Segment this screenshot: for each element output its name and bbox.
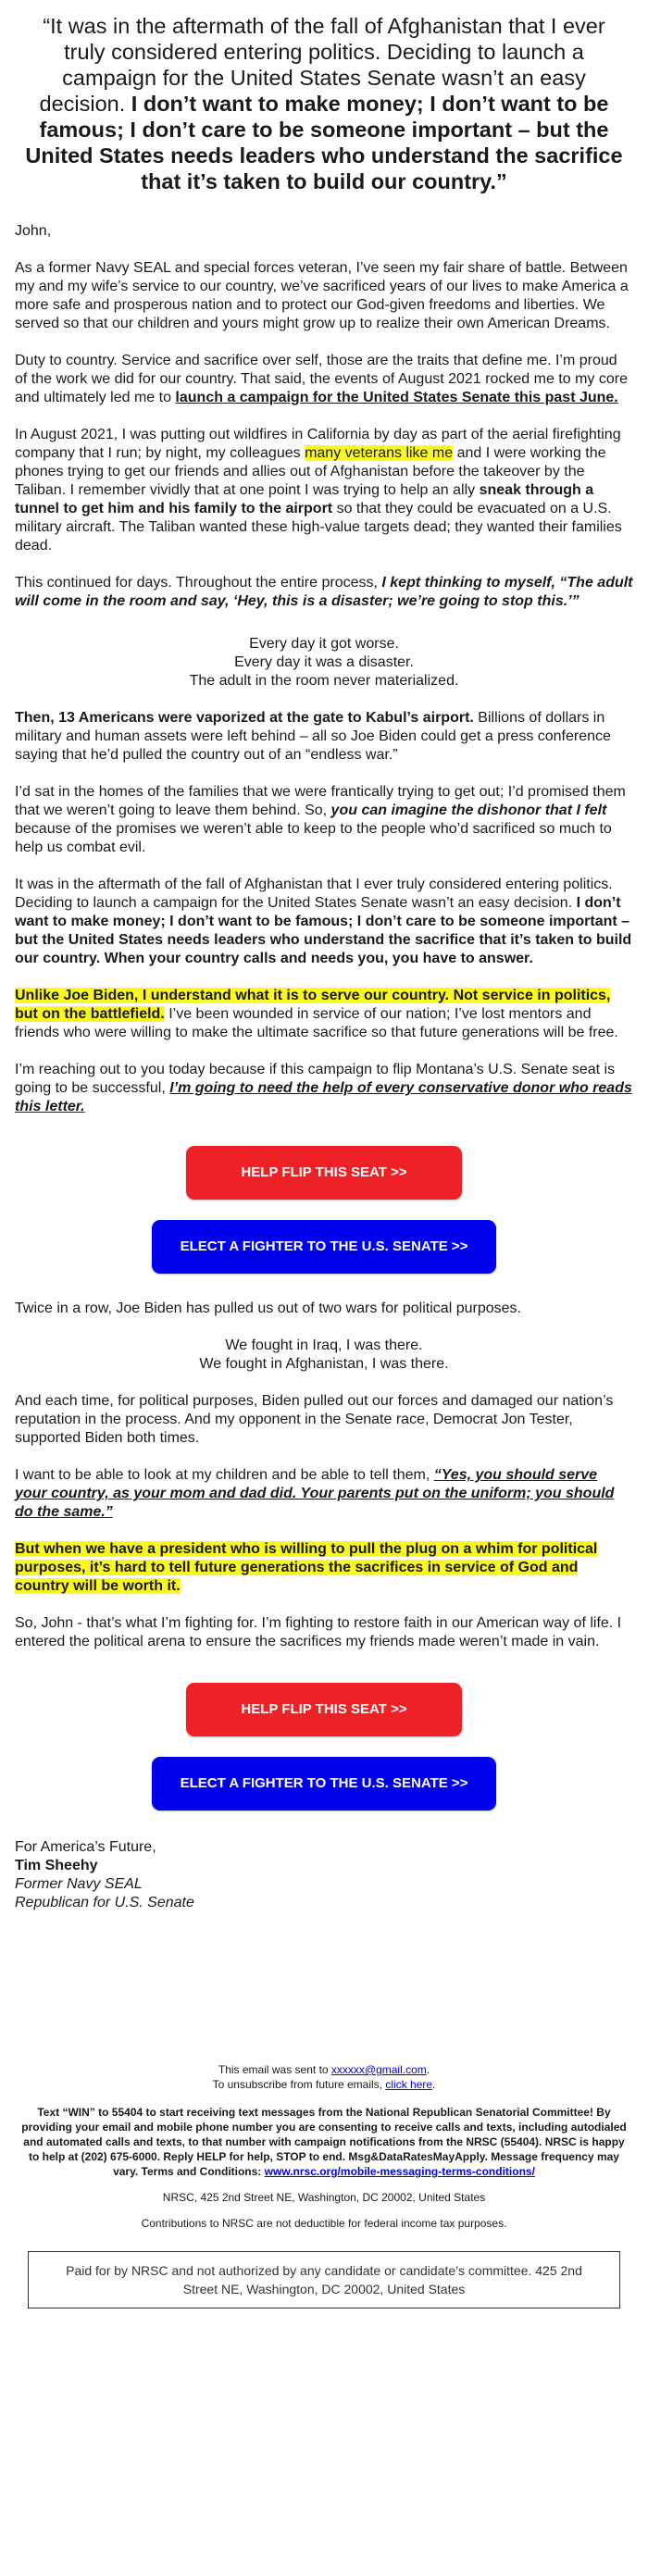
footer <box>15 2062 633 2231</box>
email-page <box>0 13 648 2576</box>
highlight-president: But when we have a president who is willing to pull the plug on a whim for political purposes, it’s hard to tell future generations the sacrifices in service of God and country will be worth it. <box>15 1541 598 1594</box>
centered-line: We fought in Iraq, I was there. <box>225 1338 423 1353</box>
elect-fighter-button[interactable]: ELECT A FIGHTER TO THE U.S. SENATE >> <box>152 1220 496 1274</box>
paragraph-3-text-b: and I were working the phones trying to get our friends and allies out of Afghanistan before the takeover by the Taliban. I remember vividly that at one point I was trying to help an ally <box>15 445 606 498</box>
centered-line: Every day it was a disaster. <box>234 654 414 670</box>
paragraph-13 <box>15 1540 633 1596</box>
footer-unsub-suffix: . <box>432 2078 436 2091</box>
help-flip-seat-button[interactable]: HELP FLIP THIS SEAT >> <box>186 1146 462 1200</box>
paragraph-6-text-a: I’d sat in the homes of the families that we were frantically trying to get out; I’d promised them that we weren’t going to leave them behind. So, <box>15 784 626 818</box>
paragraph-8-text: I’ve been wounded in service of our nation; I’ve lost mentors and friends who were willing to make the ultimate sacrifice so that future generations will be free. <box>15 1006 618 1040</box>
centered-block-1 <box>15 635 633 691</box>
paragraph-3-text-c: so that they could be evacuated on a U.S. military aircraft. The Taliban wanted these high-value targets dead; they wanted their families dead. <box>15 501 622 554</box>
highlight-battlefield: Unlike Joe Biden, I understand what it is to serve our country. Not service in politics, but on the battlefield. <box>15 988 611 1022</box>
paragraph-4-text: This continued for days. Throughout the entire process, <box>15 575 382 591</box>
paragraph-4 <box>15 574 633 611</box>
paragraph-7-bold: I don’t want to make money; I don’t want to be famous; I don’t care to be someone important – but the United States needs leaders who understand the sacrifice that it’s taken to build our country. When your country calls and needs you, you have to answer. <box>15 895 632 966</box>
paragraph-10: Twice in a row, Joe Biden has pulled us out of two wars for political purposes. <box>15 1300 521 1316</box>
signature-name: Tim Sheehy <box>15 1858 98 1873</box>
paragraph-1: As a former Navy SEAL and special forces veteran, I’ve seen my fair share of battle. Between my and my wife’s service to our country, we’ve sacrificed years of our lives to make America a more safe and prosperous nation and to protect our God-given freedoms and liberties. We served so that our children and yours might grow up to realize their own American Dreams. <box>15 260 629 331</box>
paragraph-4-emphasis: I kept thinking to myself, “The adult will come in the room and say, ‘Hey, this is a disaster; we’re going to stop this.’” <box>15 575 633 609</box>
paragraph-9 <box>15 1061 633 1116</box>
paragraph-11: And each time, for political purposes, Biden pulled out our forces and damaged our nation’s reputation in the process. And my opponent in the Senate race, Democrat Jon Tester, supported Biden both times. <box>15 1393 614 1446</box>
footer-unsubscribe <box>15 2077 633 2092</box>
centered-line: Every day it got worse. <box>249 636 399 652</box>
signature-block <box>15 1838 633 1912</box>
paragraph-6-text-b: because of the promises we weren’t able to keep to the people who’d sacrificed so much to help us combat evil. <box>15 821 612 855</box>
signature-title: Former Navy SEAL <box>15 1876 143 1892</box>
paragraph-2 <box>15 352 633 407</box>
paragraph-7-text: It was in the aftermath of the fall of Afghanistan that I ever truly considered entering politics. Deciding to launch a campaign for the United States Senate wasn’t an easy decision. <box>15 877 613 911</box>
footer-sent-to <box>15 2062 633 2077</box>
paragraph-6 <box>15 783 633 857</box>
footer-tax-note: Contributions to NRSC are not deductible for federal income tax purposes. <box>141 2217 507 2230</box>
footer-sms-text: Text “WIN” to 55404 to start receiving text messages from the National Republican Senatorial Committee! By providing your email and mobile phone number you are consenting to receive calls and texts, including autodialed and automated calls and texts, to that number with campaign notifications from the NRSC (55404). NRSC is happy to help at (202) 675-6000. Reply HELP for help, STOP to end. Msg&DataRatesMayApply. Message frequency may vary. Terms and Conditions: <box>21 2106 627 2178</box>
help-flip-seat-button[interactable]: HELP FLIP THIS SEAT >> <box>186 1683 462 1736</box>
paragraph-3-bold: sneak through a tunnel to get him and his family to the airport <box>15 482 594 516</box>
footer-sms-terms <box>15 2105 633 2179</box>
paragraph-3-text-a: In August 2021, I was putting out wildfires in California by day as part of the aerial firefighting company that I run; by night, my colleagues <box>15 427 621 461</box>
elect-fighter-button[interactable]: ELECT A FIGHTER TO THE U.S. SENATE >> <box>152 1757 496 1811</box>
recipient-email-link[interactable]: xxxxxx@gmail.com <box>330 2063 427 2076</box>
signature-title: Republican for U.S. Senate <box>15 1895 194 1910</box>
centered-block-2 <box>15 1337 633 1374</box>
unsubscribe-link[interactable]: click here <box>385 2078 433 2091</box>
greeting: John, <box>15 223 52 239</box>
footer-sent-prefix: This email was sent to <box>218 2063 331 2076</box>
paid-for-disclaimer <box>28 2251 620 2308</box>
paragraph-9-emphasis: I’m going to need the help of every conservative donor who reads this letter. <box>15 1080 632 1114</box>
centered-line: We fought in Afghanistan, I was there. <box>199 1356 449 1372</box>
paragraph-2-text: Duty to country. Service and sacrifice over self, those are the traits that define me. I’m proud of the work we did for our country. That said, the events of August 2021 rocked me to my core and ultimately led me to <box>15 353 628 405</box>
signature-closing: For America’s Future, <box>15 1839 156 1855</box>
paragraph-7 <box>15 876 633 968</box>
footer-address: NRSC, 425 2nd Street NE, Washington, DC 20002, United States <box>162 2191 486 2204</box>
centered-line: The adult in the room never materialized. <box>189 673 459 689</box>
paragraph-5-text: Billions of dollars in military and human assets were left behind – all so Joe Biden could get a press conference saying that he’d pulled the country out of an “endless war.” <box>15 710 611 763</box>
paragraph-3 <box>15 426 633 555</box>
paragraph-12-emphasis: “Yes, you should serve your country, as your mom and dad did. Your parents put on the uniform; you should do the same.” <box>15 1467 615 1520</box>
campaign-launch-link[interactable]: launch a campaign for the United States Senate this past June. <box>175 390 618 405</box>
header-quote-bold: I don’t want to make money; I don’t want to be famous; I don’t care to be someone important – but the United States needs leaders who understand the sacrifice that it’s taken to build our country.” <box>25 92 623 193</box>
paragraph-8 <box>15 987 633 1042</box>
paragraph-14: So, John - that’s what I’m fighting for. I’m fighting to restore faith in our American way of life. I entered the political arena to ensure the sacrifices my friends made weren’t made in vain. <box>15 1615 622 1649</box>
paragraph-5 <box>15 709 633 765</box>
terms-conditions-link[interactable]: www.nrsc.org/mobile-messaging-terms-conditions/ <box>264 2165 535 2178</box>
paragraph-9-text: I’m reaching out to you today because if this campaign to flip Montana’s U.S. Senate seat is going to be successful, <box>15 1062 616 1096</box>
footer-unsub-prefix: To unsubscribe from future emails, <box>212 2078 386 2091</box>
header-quote <box>15 13 633 194</box>
paragraph-6-emphasis: you can imagine the dishonor that I felt <box>330 803 607 818</box>
paragraph-12 <box>15 1466 633 1522</box>
paragraph-12-text: I want to be able to look at my children and be able to tell them, <box>15 1467 434 1483</box>
paragraph-5-bold: Then, 13 Americans were vaporized at the gate to Kabul’s airport. <box>15 710 474 726</box>
header-quote-plain: “It was in the aftermath of the fall of Afghanistan that I ever truly considered entering politics. Deciding to launch a campaign for the United States Senate wasn’t an easy decision. <box>39 14 605 116</box>
highlight-veterans: many veterans like me <box>305 445 454 461</box>
disclaimer-text: Paid for by NRSC and not authorized by any candidate or candidate’s committee. 425 2nd Street NE, Washington, DC 20002, United States <box>66 2263 582 2296</box>
footer-sent-suffix: . <box>426 2063 430 2076</box>
